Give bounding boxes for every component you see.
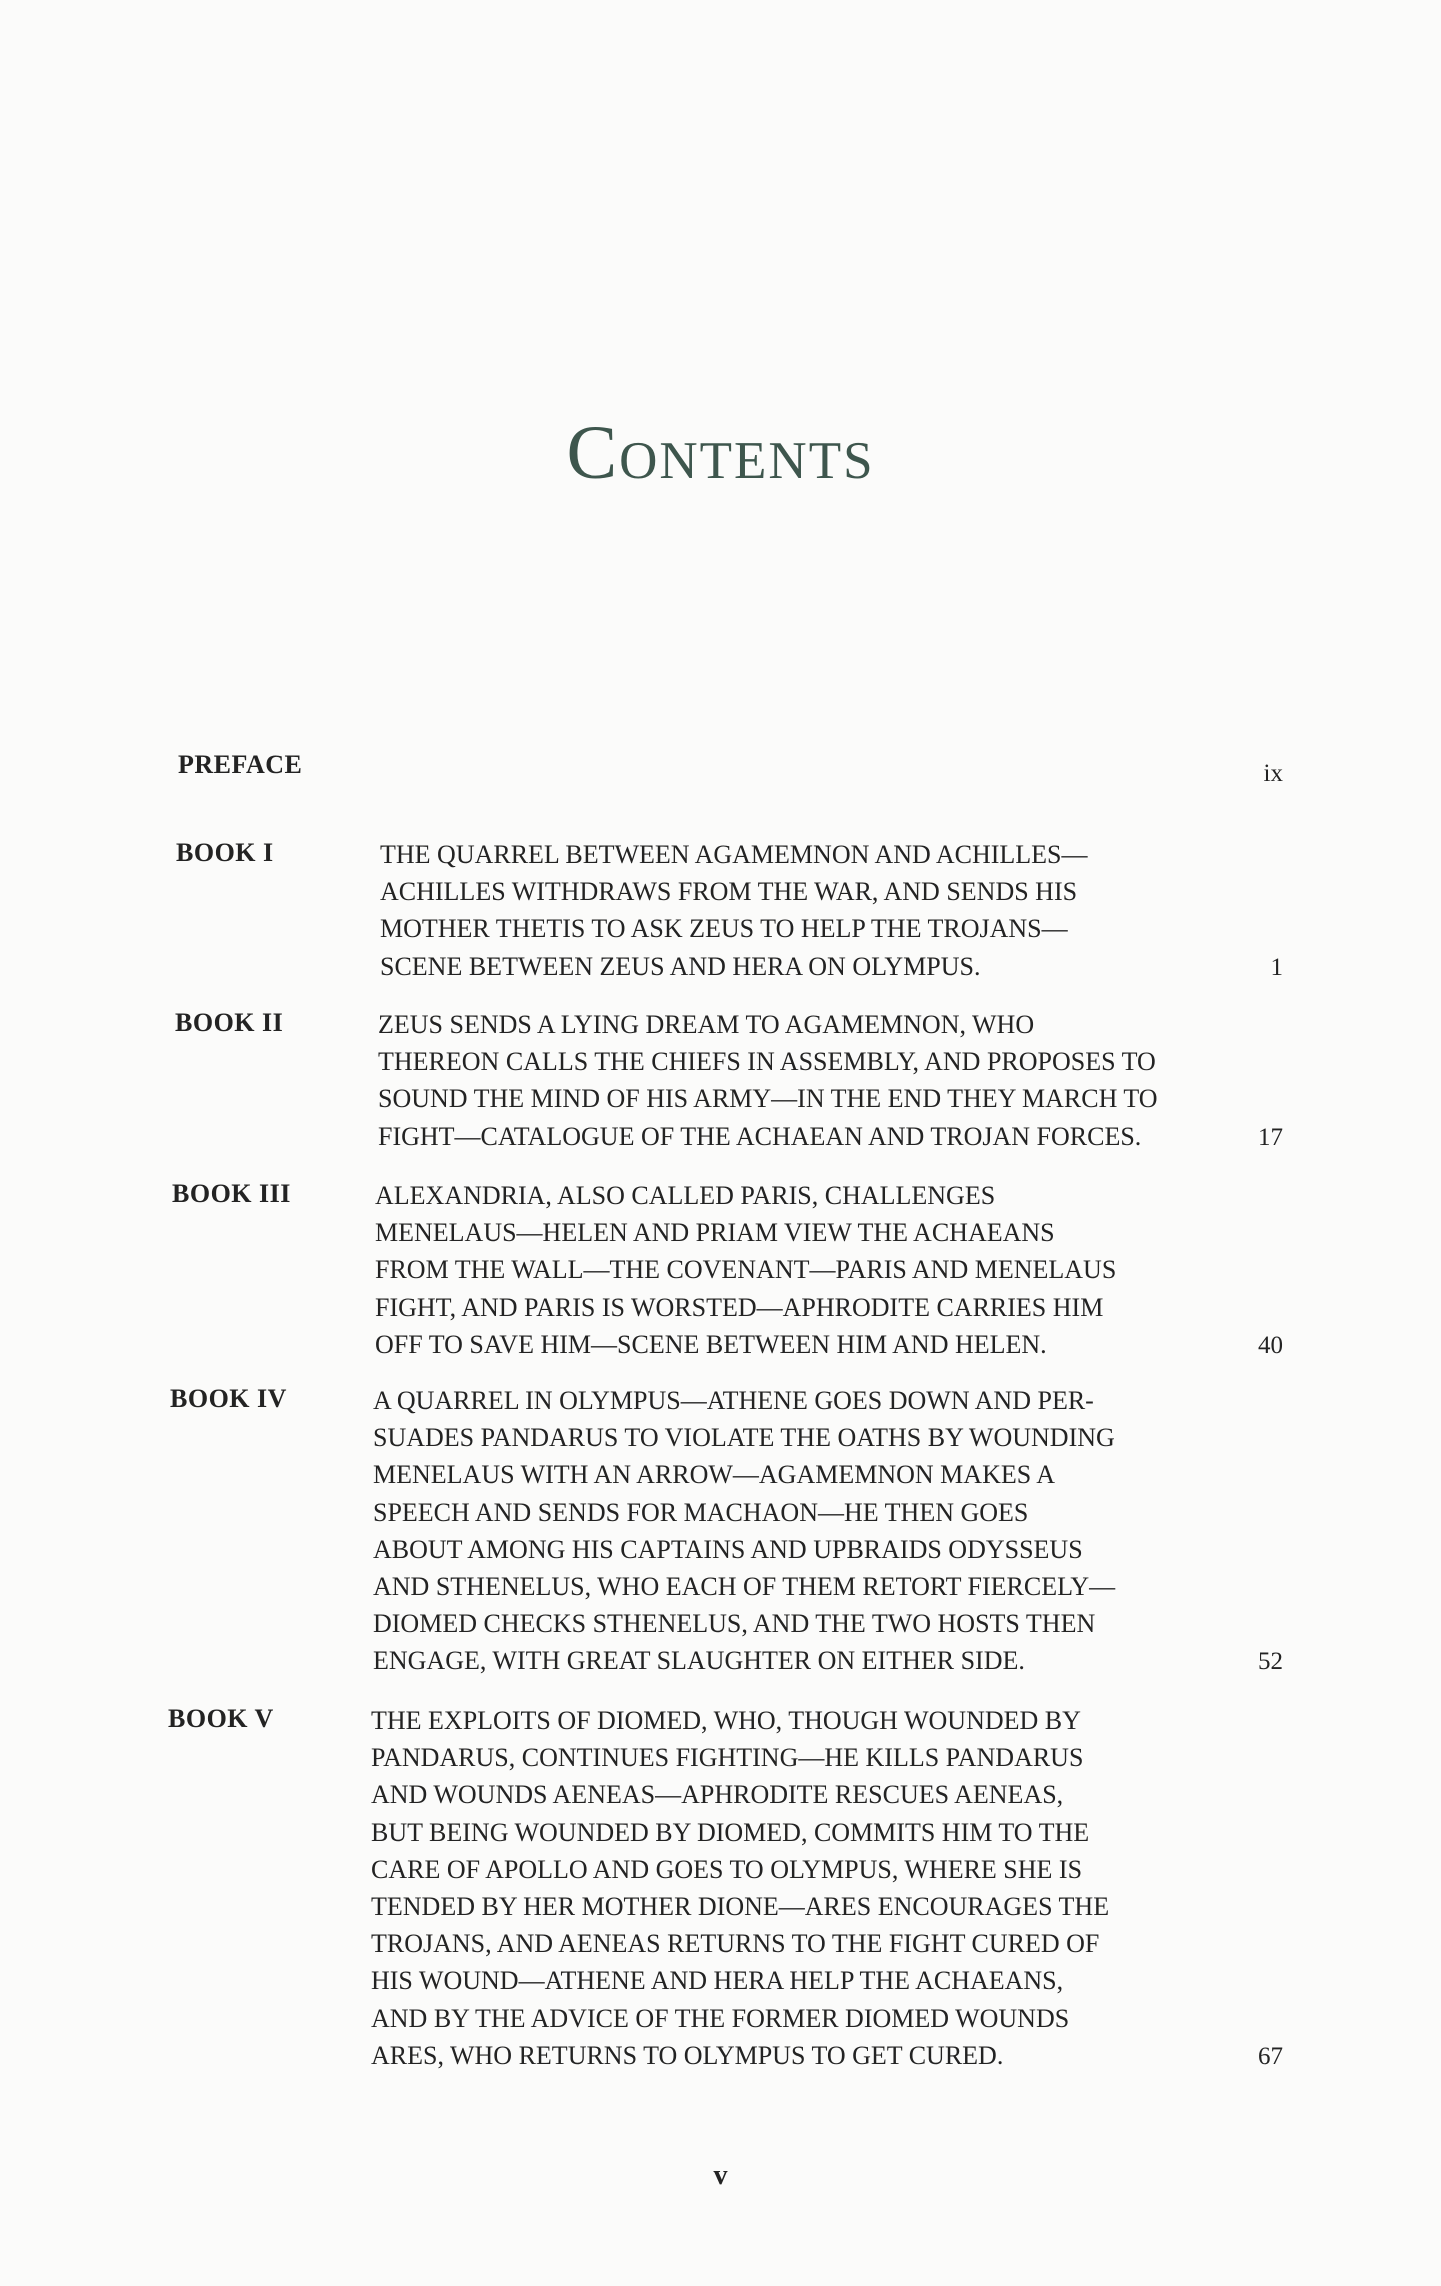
description-line: MENELAUS WITH AN ARROW—AGAMEMNON MAKES A bbox=[373, 1460, 1056, 1490]
entry-label: BOOK V bbox=[168, 1704, 274, 1733]
description-line: AND BY THE ADVICE OF THE FORMER DIOMED WOUNDS bbox=[371, 2003, 1070, 2033]
page-number: 17 bbox=[1258, 1123, 1283, 1151]
description-line: A QUARREL IN OLYMPUS—ATHENE GOES DOWN AND PER- bbox=[373, 1386, 1094, 1415]
page-title: Contents bbox=[566, 411, 875, 495]
description-line: THE QUARREL BETWEEN AGAMEMNON AND ACHILLES— bbox=[380, 840, 1088, 869]
description-line: SCENE BETWEEN ZEUS AND HERA ON OLYMPUS. bbox=[380, 951, 981, 981]
entry-description bbox=[380, 836, 1088, 985]
entry-label: BOOK I bbox=[176, 838, 274, 867]
description-line: ENGAGE, WITH GREAT SLAUGHTER ON EITHER SIDE. bbox=[373, 1646, 1025, 1676]
entry-label: BOOK III bbox=[172, 1179, 291, 1208]
description-line: FROM THE WALL—THE COVENANT—PARIS AND MENELAUS bbox=[375, 1255, 1117, 1285]
page-number: 1 bbox=[1270, 953, 1283, 981]
description-line: AND WOUNDS AENEAS—APHRODITE RESCUES AENEAS, bbox=[371, 1780, 1064, 1810]
description-line: THEREON CALLS THE CHIEFS IN ASSEMBLY, AND PROPOSES TO bbox=[378, 1047, 1156, 1077]
description-line: OFF TO SAVE HIM—SCENE BETWEEN HIM AND HELEN. bbox=[375, 1329, 1047, 1359]
description-line: MOTHER THETIS TO ASK ZEUS TO HELP THE TROJANS— bbox=[380, 914, 1068, 944]
description-line: SUADES PANDARUS TO VIOLATE THE OATHS BY WOUNDING bbox=[373, 1423, 1115, 1453]
description-line: MENELAUS—HELEN AND PRIAM VIEW THE ACHAEANS bbox=[375, 1218, 1055, 1248]
description-line: AND STHENELUS, WHO EACH OF THEM RETORT FIERCELY— bbox=[373, 1572, 1116, 1602]
entry-label: BOOK II bbox=[175, 1008, 284, 1037]
description-line: BUT BEING WOUNDED BY DIOMED, COMMITS HIM TO THE bbox=[371, 1817, 1090, 1847]
description-line: HIS WOUND—ATHENE AND HERA HELP THE ACHAEANS, bbox=[371, 1966, 1064, 1996]
description-line: FIGHT, AND PARIS IS WORSTED—APHRODITE CARRIES HIM bbox=[375, 1292, 1104, 1322]
description-line: SPEECH AND SENDS FOR MACHAON—HE THEN GOES bbox=[373, 1497, 1029, 1527]
description-line: ALEXANDRIA, ALSO CALLED PARIS, CHALLENGES bbox=[375, 1181, 996, 1210]
description-line: SOUND THE MIND OF HIS ARMY—IN THE END THEY MARCH TO bbox=[378, 1084, 1158, 1114]
description-line: PANDARUS, CONTINUES FIGHTING—HE KILLS PANDARUS bbox=[371, 1743, 1084, 1773]
page-number: 52 bbox=[1258, 1648, 1283, 1676]
page-number: 67 bbox=[1258, 2042, 1283, 2070]
description-line: THE EXPLOITS OF DIOMED, WHO, THOUGH WOUNDED BY bbox=[371, 1706, 1081, 1735]
description-line: DIOMED CHECKS STHENELUS, AND THE TWO HOSTS THEN bbox=[373, 1609, 1096, 1639]
description-line: TENDED BY HER MOTHER DIONE—ARES ENCOURAGES THE bbox=[371, 1892, 1110, 1922]
page-number: 40 bbox=[1258, 1331, 1283, 1359]
description-line: FIGHT—CATALOGUE OF THE ACHAEAN AND TROJAN FORCES. bbox=[378, 1121, 1142, 1151]
entry-label: PREFACE bbox=[178, 750, 303, 779]
page-number: ix bbox=[1263, 760, 1283, 787]
entry-description bbox=[371, 1702, 1109, 2074]
page-folio: v bbox=[713, 2160, 728, 2191]
description-line: CARE OF APOLLO AND GOES TO OLYMPUS, WHERE SHE IS bbox=[371, 1854, 1083, 1884]
entry-description bbox=[373, 1382, 1115, 1680]
entry-label: BOOK IV bbox=[170, 1384, 287, 1413]
description-line: ABOUT AMONG HIS CAPTAINS AND UPBRAIDS ODYSSEUS bbox=[373, 1534, 1083, 1564]
description-line: ARES, WHO RETURNS TO OLYMPUS TO GET CURED. bbox=[371, 2040, 1004, 2070]
entry-description bbox=[378, 1006, 1158, 1155]
description-line: ZEUS SENDS A LYING DREAM TO AGAMEMNON, WHO bbox=[378, 1010, 1035, 1039]
description-line: TROJANS, AND AENEAS RETURNS TO THE FIGHT CURED OF bbox=[371, 1929, 1100, 1959]
description-line: ACHILLES WITHDRAWS FROM THE WAR, AND SENDS HIS bbox=[380, 877, 1078, 907]
entry-description bbox=[375, 1177, 1116, 1363]
